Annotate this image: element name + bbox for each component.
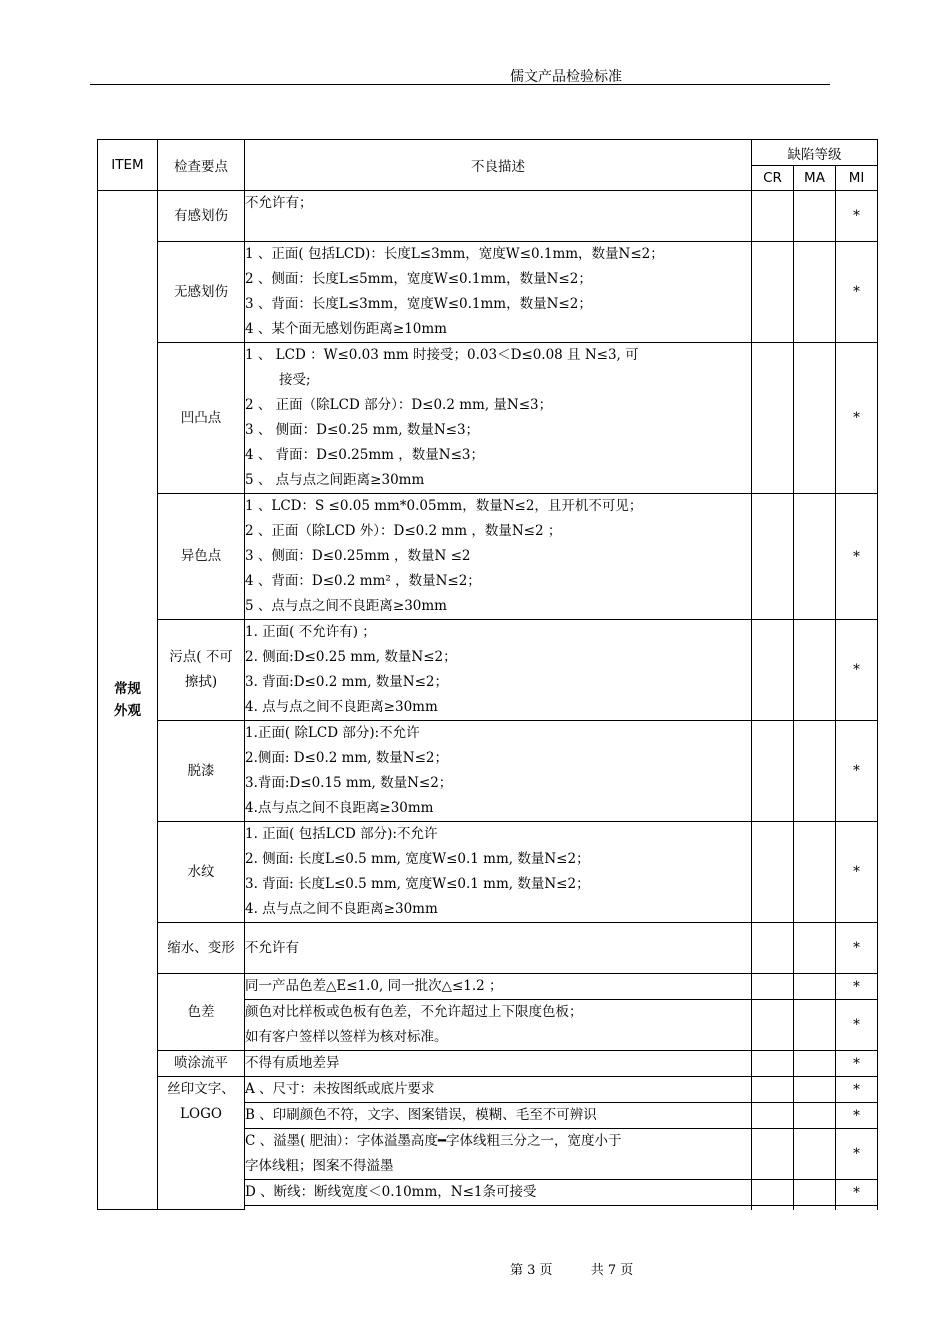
header-divider bbox=[90, 84, 830, 85]
defect-description: 1 、正面( 包括LCD)：长度L≤3mm，宽度W≤0.1mm，数量N≤2； 2 、侧面：长度L≤5mm，宽度W≤0.1mm，数量N≤2； 3 、背面：长度L≤3mm，宽度W≤0.1mm，数量N≤2； 4 、某个面无感划伤距离≥10mm bbox=[245, 242, 752, 343]
check-point: 缩水、变形 bbox=[158, 923, 245, 974]
grade-ma-cell bbox=[794, 1180, 836, 1206]
grade-ma-cell bbox=[794, 343, 836, 494]
grade-ma-cell bbox=[794, 721, 836, 822]
check-point: 污点( 不可擦拭) bbox=[158, 620, 245, 721]
defect-description: 1. 正面( 包括LCD 部分):不允许 2. 侧面: 长度L≤0.5 mm, 宽度W≤0.1 mm, 数量N≤2； 3. 背面: 长度L≤0.5 mm, 宽度W≤0.1 mm, 数量N≤2； 4. 点与点之间不良距离≥30mm bbox=[245, 822, 752, 923]
grade-mi-cell: * bbox=[836, 923, 878, 974]
grade-cr-cell bbox=[752, 923, 794, 974]
defect-description: C 、溢墨( 肥油）：字体溢墨高度━字体线粗三分之一，宽度小于 字体线粗；图案不得溢墨 bbox=[245, 1129, 752, 1180]
check-point: 脱漆 bbox=[158, 721, 245, 822]
inspection-table bbox=[97, 139, 878, 1210]
grade-mi-cell: * bbox=[836, 721, 878, 822]
grade-mi-cell: * bbox=[836, 191, 878, 242]
check-point: 水纹 bbox=[158, 822, 245, 923]
grade-mi-cell: * bbox=[836, 974, 878, 1000]
grade-mi-cell: * bbox=[836, 1077, 878, 1103]
check-point: 异色点 bbox=[158, 494, 245, 620]
grade-mi-cell: * bbox=[836, 1103, 878, 1129]
defect-description: 1.正面( 除LCD 部分):不允许 2.侧面: D≤0.2 mm, 数量N≤2； 3.背面:D≤0.15 mm, 数量N≤2； 4.点与点之间不良距离≥30mm bbox=[245, 721, 752, 822]
grade-ma-cell bbox=[794, 923, 836, 974]
grade-cr-cell bbox=[752, 1077, 794, 1103]
page-total: 共 7 页 bbox=[590, 1263, 634, 1278]
grade-ma-cell bbox=[794, 822, 836, 923]
defect-description: D 、断线：断线宽度＜0.10mm，N≤1条可接受 bbox=[245, 1180, 752, 1206]
grade-cr-cell bbox=[752, 1051, 794, 1077]
defect-description: 颜色对比样板或色板有色差，不允许超过上下限度色板； 如有客户签样以签样为核对标准。 bbox=[245, 1000, 752, 1051]
defect-description: 1 、 LCD ：W≤0.03 mm 时接受；0.03＜D≤0.08 且 N≤3, 可 接受; 2 、 正面（除LCD 部分）：D≤0.2 mm, 量N≤3； 3 、 侧面：D≤0.25 mm, 数量N≤3； 4 、 背面：D≤0.25mm ，数量N≤3； 5 、 点与点之间距离≥30mm bbox=[245, 343, 752, 494]
defect-description: 不允许有 bbox=[245, 923, 752, 974]
grade-ma-cell bbox=[794, 242, 836, 343]
table-continuation bbox=[794, 1206, 836, 1210]
grade-mi-cell: * bbox=[836, 1051, 878, 1077]
grade-cr-cell bbox=[752, 721, 794, 822]
defect-description: 1. 正面( 不允许有) ； 2. 侧面:D≤0.25 mm, 数量N≤2； 3. 背面:D≤0.2 mm, 数量N≤2； 4. 点与点之间不良距离≥30mm bbox=[245, 620, 752, 721]
category-label: 常规外观 bbox=[98, 191, 158, 1210]
grade-mi-cell: * bbox=[836, 822, 878, 923]
grade-cr-cell bbox=[752, 1000, 794, 1051]
grade-cr-cell bbox=[752, 620, 794, 721]
grade-ma-cell bbox=[794, 620, 836, 721]
grade-cr-cell bbox=[752, 191, 794, 242]
defect-description: B 、印刷颜色不符，文字、图案错误，模糊、毛至不可辨识 bbox=[245, 1103, 752, 1129]
check-point: 喷涂流平 bbox=[158, 1051, 245, 1077]
grade-mi-cell: * bbox=[836, 620, 878, 721]
page-footer bbox=[510, 1259, 667, 1278]
header-grade-ma: MA bbox=[794, 166, 836, 191]
header-item: ITEM bbox=[98, 140, 158, 191]
grade-cr-cell bbox=[752, 242, 794, 343]
defect-description: 同一产品色差△E≤1.0, 同一批次△≤1.2 ； bbox=[245, 974, 752, 1000]
grade-ma-cell bbox=[794, 191, 836, 242]
table-continuation bbox=[245, 1206, 752, 1210]
grade-cr-cell bbox=[752, 822, 794, 923]
grade-ma-cell bbox=[794, 1077, 836, 1103]
defect-description: 不允许有； bbox=[245, 191, 752, 242]
check-point: 丝印文字、LOGO bbox=[158, 1077, 245, 1210]
grade-cr-cell bbox=[752, 343, 794, 494]
table-continuation bbox=[836, 1206, 878, 1210]
grade-mi-cell: * bbox=[836, 343, 878, 494]
grade-ma-cell bbox=[794, 1103, 836, 1129]
grade-ma-cell bbox=[794, 1051, 836, 1077]
check-point: 无感划伤 bbox=[158, 242, 245, 343]
defect-description: 不得有质地差异 bbox=[245, 1051, 752, 1077]
grade-ma-cell bbox=[794, 974, 836, 1000]
page-number: 第 3 页 bbox=[510, 1263, 553, 1278]
header-grade-mi: MI bbox=[836, 166, 878, 191]
grade-cr-cell bbox=[752, 1129, 794, 1180]
defect-description: 1 、LCD：S ≤0.05 mm*0.05mm，数量N≤2，且开机不可见； 2 、正面（除LCD 外）：D≤0.2 mm ，数量N≤2 ； 3 、侧面：D≤0.25mm ，数量N ≤2 4 、背面：D≤0.2 mm² ，数量N≤2； 5 、点与点之间不良距离≥30mm bbox=[245, 494, 752, 620]
grade-mi-cell: * bbox=[836, 1129, 878, 1180]
grade-cr-cell bbox=[752, 494, 794, 620]
grade-mi-cell: * bbox=[836, 494, 878, 620]
grade-ma-cell bbox=[794, 1129, 836, 1180]
check-point: 凹凸点 bbox=[158, 343, 245, 494]
grade-cr-cell bbox=[752, 974, 794, 1000]
check-point: 色差 bbox=[158, 974, 245, 1051]
grade-ma-cell bbox=[794, 1000, 836, 1051]
table-continuation bbox=[752, 1206, 794, 1210]
grade-ma-cell bbox=[794, 494, 836, 620]
header-grade-cr: CR bbox=[752, 166, 794, 191]
header-defect-grade: 缺陷等级 bbox=[752, 140, 878, 166]
check-point: 有感划伤 bbox=[158, 191, 245, 242]
grade-mi-cell: * bbox=[836, 1180, 878, 1206]
grade-cr-cell bbox=[752, 1180, 794, 1206]
grade-mi-cell: * bbox=[836, 242, 878, 343]
header-check-point: 检查要点 bbox=[158, 140, 245, 191]
grade-cr-cell bbox=[752, 1103, 794, 1129]
document-title: 儒文产品检验标准 bbox=[510, 69, 622, 85]
defect-description: A 、尺寸：未按图纸或底片要求 bbox=[245, 1077, 752, 1103]
header-defect-description: 不良描述 bbox=[245, 140, 752, 191]
grade-mi-cell: * bbox=[836, 1000, 878, 1051]
